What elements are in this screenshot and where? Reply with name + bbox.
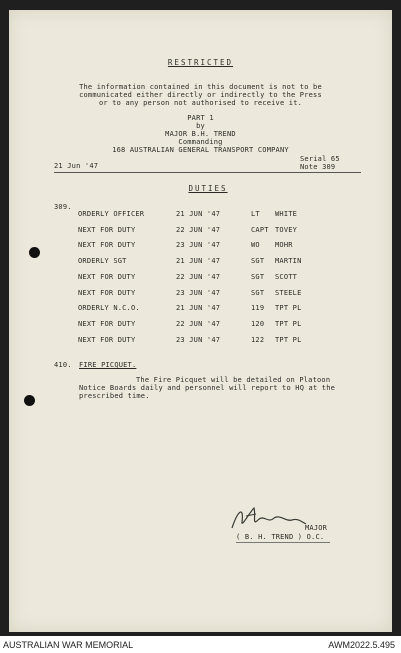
signature-underline	[236, 542, 330, 543]
duty-rank: 120	[251, 319, 265, 328]
unit-name: 168 AUSTRALIAN GENERAL TRANSPORT COMPANY	[112, 146, 289, 154]
fire-picquet-line-2: Notice Boards daily and personnel will report to HQ at the	[79, 384, 336, 392]
duty-role: ORDERLY SGT	[78, 257, 127, 266]
part-label: PART 1	[187, 114, 214, 122]
duty-rank: 122	[251, 335, 265, 344]
duty-name: MARTIN	[275, 257, 302, 266]
serial-number: Serial 65	[300, 155, 340, 163]
duty-name: TPT PL	[275, 335, 302, 344]
duty-role: ORDERLY N.C.O.	[78, 304, 140, 313]
warning-line-3: or to any person not authorised to receive it.	[98, 99, 303, 107]
footer-accession-number: AWM2022.5.495	[328, 640, 395, 650]
duty-rank: CAPT	[251, 225, 269, 234]
by-label: by	[196, 122, 205, 130]
duty-name: TPT PL	[275, 319, 302, 328]
commanding-label: Commanding	[178, 138, 223, 146]
duty-rank: SGT	[251, 257, 265, 266]
fire-picquet-line-3: prescribed time.	[79, 392, 150, 400]
officer-name: MAJOR B.H. TREND	[165, 130, 236, 138]
footer-institution: AUSTRALIAN WAR MEMORIAL	[3, 640, 134, 650]
duty-name: SCOTT	[275, 272, 298, 281]
fire-picquet-heading: FIRE PICQUET.	[79, 361, 137, 369]
duty-date: 22 JUN '47	[176, 225, 221, 234]
duty-date: 21 JUN '47	[176, 210, 221, 218]
duty-name: WHITE	[275, 210, 298, 218]
duty-rank: WO	[251, 241, 260, 250]
warning-line-2: communicated either directly or indirectly to the Press	[79, 91, 322, 99]
duty-role: NEXT FOR DUTY	[78, 225, 136, 234]
duty-date: 21 JUN '47	[176, 257, 221, 266]
duty-date: 23 JUN '47	[176, 335, 221, 344]
fire-picquet-line-1: The Fire Picquet will be detailed on Platoon	[136, 376, 331, 384]
duty-name: TOVEY	[275, 225, 298, 234]
duty-rank: LT	[251, 210, 260, 218]
duty-role: NEXT FOR DUTY	[78, 272, 136, 281]
duty-role: NEXT FOR DUTY	[78, 241, 136, 250]
duty-name: TPT PL	[275, 304, 302, 313]
duty-date: 22 JUN '47	[176, 272, 221, 281]
warning-line-1: The information contained in this document is not to be	[79, 83, 322, 91]
note-number: Note 309	[300, 163, 336, 171]
duty-role: NEXT FOR DUTY	[78, 288, 136, 297]
duty-role: NEXT FOR DUTY	[78, 335, 136, 344]
duty-date: 21 JUN '47	[176, 304, 221, 313]
duty-name: STEELE	[275, 288, 302, 297]
punch-hole-top	[29, 247, 40, 258]
signature-rank: MAJOR	[305, 524, 328, 532]
duties-heading: DUTIES	[188, 184, 228, 193]
duty-role: NEXT FOR DUTY	[78, 319, 136, 328]
signature-block: ( B. H. TREND ) O.C.	[236, 533, 325, 541]
duty-date: 23 JUN '47	[176, 288, 221, 297]
header-rule	[54, 172, 361, 173]
punch-hole-bottom	[24, 395, 35, 406]
duty-rank: SGT	[251, 288, 265, 297]
duty-date: 22 JUN '47	[176, 319, 221, 328]
handwritten-signature	[228, 502, 308, 532]
duty-rank: 119	[251, 304, 265, 313]
duty-role: ORDERLY OFFICER	[78, 210, 145, 218]
item-number-410: 410.	[54, 361, 72, 369]
classification-heading: RESTRICTED	[167, 58, 234, 67]
duty-name: MOHR	[275, 241, 293, 250]
duty-rank: SGT	[251, 272, 265, 281]
item-number-309: 309.	[54, 203, 72, 211]
document-date: 21 Jun '47	[54, 162, 99, 170]
duty-date: 23 JUN '47	[176, 241, 221, 250]
